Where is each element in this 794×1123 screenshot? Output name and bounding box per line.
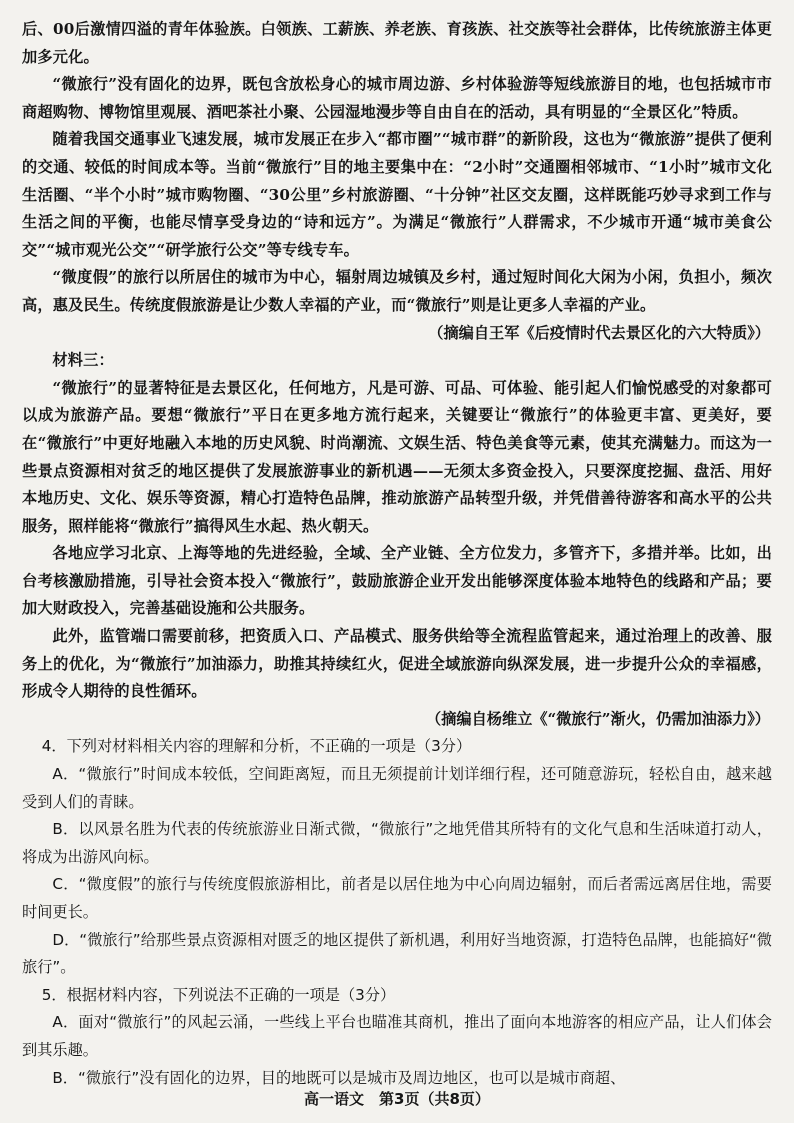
question-4-title: 4．下列对材料相关内容的理解和分析，不正确的一项是（3分）: [41, 737, 472, 756]
question-4-option-d: D．“微旅行”给那些景点资源相对匮乏的地区提供了新机遇，利用好当地资源，打造特色品牌，也能搞好“微旅行”。: [22, 930, 772, 977]
page-footer: 高一语文 第3页（共8页）: [304, 1090, 490, 1108]
material2-citation: （摘编自王军《后疫情时代去景区化的六大特质》）: [428, 323, 770, 342]
question-5-title: 5．根据材料内容，下列说法不正确的一项是（3分）: [41, 985, 396, 1004]
material3-heading: 材料三：: [52, 351, 114, 370]
material3-para2: 各地应学习北京、上海等地的先进经验，全域、全产业链、全方位发力，多管齐下，多措并举。比如，出台考核激励措施，引导社会资本投入“微旅行”，鼓励旅游企业开发出能够深度体验本地特色的线路和产品；要加大财政投入，完善基础设施和公共服务。: [22, 544, 772, 618]
material3-citation: （摘编自杨维立《“微旅行”渐火，仍需加油添力》）: [426, 709, 770, 728]
question-4-option-b: B．以风景名胜为代表的传统旅游业日渐式微，“微旅行”之地凭借其所特有的文化气息和生活味道打动人，将成为出游风向标。: [22, 820, 772, 866]
material2-para2: “微旅行”没有固化的边界，既包含放松身心的城市周边游、乡村体验游等短线旅游目的地，也包括城市市商超购物、博物馆里观展、酒吧茶社小聚、公园湿地漫步等自由自在的活动，具有明显的“全景区化”特质。: [22, 75, 772, 121]
question-4-option-a: A．“微旅行”时间成本较低，空间距离短，而且无须提前计划详细行程，还可随意游玩，轻松自由，越来越受到人们的青睐。: [22, 765, 772, 811]
material2-para1-tail: 后、00后激情四溢的青年体验族。白领族、工薪族、养老族、育孩族、社交族等社会群体，比传统旅游主体更加多元化。: [22, 20, 772, 66]
question-5-option-b: B．“微旅行”没有固化的边界，目的地既可以是城市及周边地区，也可以是城市商超、: [52, 1068, 626, 1087]
material3-para1: “微旅行”的显著特征是去景区化，任何地方，凡是可游、可品、可体验、能引起人们愉悦感受的对象都可以成为旅游产品。要想“微旅行”平日在更多地方流行起来，关键要让“微旅行”的体验更丰富、更美好，要在“微旅行”中更好地融入本地的历史风貌、时尚潮流、文娱生活、特色美食等元素，使其充满魅力。而这为一些景点资源相对贫乏的地区提供了发展旅游事业的新机遇——无须太多资金投入，只要深度挖掘、盘活、用好本地历史、文化、娱乐等资源，精心打造特色品牌，推动旅游产品转型升级，并凭借善待游客和高水平的公共服务，照样能将“微旅行”搞得风生水起、热火朝天。: [22, 378, 772, 535]
question-5-option-a: A．面对“微旅行”的风起云涌，一些线上平台也瞄准其商机，推出了面向本地游客的相应产品，让人们体会到其乐趣。: [22, 1013, 772, 1059]
material2-para3: 随着我国交通事业飞速发展，城市发展正在步入“都市圈”“城市群”的新阶段，这也为“微旅游”提供了便利的交通、较低的时间成本等。当前“微旅行”目的地主要集中在：“2小时”交通圈相邻城市、“1小时”城市文化生活圈、“半个小时”城市购物圈、“30公里”乡村旅游圈、“十分钟”社区交友圈，这样既能巧妙寻求到工作与生活之间的平衡，也能尽情享受身边的“诗和远方”。为满足“微旅行”人群需求，不少城市开通“城市美食公交”“城市观光公交”“研学旅行公交”等专线专车。: [22, 130, 772, 259]
question-4-option-c: C．“微度假”的旅行与传统度假旅游相比，前者是以居住地为中心向周边辐射，而后者需远离居住地，需要时间更长。: [22, 875, 772, 921]
material2-para4: “微度假”的旅行以所居住的城市为中心，辐射周边城镇及乡村，通过短时间化大闲为小闲，负担小，频次高，惠及民生。传统度假旅游是让少数人幸福的产业，而“微旅行”则是让更多人幸福的产业。: [22, 268, 772, 314]
material3-para3: 此外，监管端口需要前移，把资质入口、产品模式、服务供给等全流程监管起来，通过治理上的改善、服务上的优化，为“微旅行”加油添力，助推其持续红火，促进全域旅游向纵深发展，进一步提升公众的幸福感，形成令人期待的良性循环。: [22, 627, 772, 701]
